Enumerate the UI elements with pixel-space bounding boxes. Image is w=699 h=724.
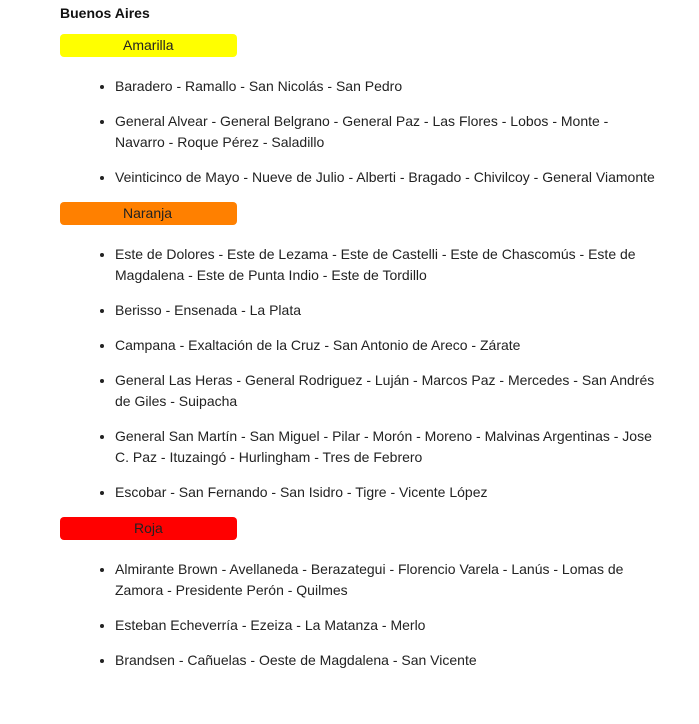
alert-list-roja bbox=[60, 559, 660, 671]
alert-list-amarilla bbox=[60, 76, 660, 188]
list-item: • Veinticinco de Mayo - Nueve de Julio - Alberti - Bragado - Chivilcoy - General Viamonte bbox=[115, 167, 660, 188]
alert-section-amarilla bbox=[60, 34, 660, 188]
list-item: • General San Martín - San Miguel - Pilar - Morón - Moreno - Malvinas Argentinas - Jose C. Paz - Ituzaingó - Hurlingham - Tres de Febrero bbox=[115, 426, 660, 468]
alert-badge-naranja: Naranja bbox=[60, 202, 237, 225]
alerts-page bbox=[60, 0, 660, 685]
alert-badge-amarilla: Amarilla bbox=[60, 34, 237, 57]
region-title: Buenos Aires bbox=[60, 5, 150, 21]
list-item: • Esteban Echeverría - Ezeiza - La Matanza - Merlo bbox=[115, 615, 660, 636]
list-item: • General Las Heras - General Rodriguez - Luján - Marcos Paz - Mercedes - San Andrés de Giles - Suipacha bbox=[115, 370, 660, 412]
alert-section-naranja bbox=[60, 202, 660, 503]
list-item: • General Alvear - General Belgrano - General Paz - Las Flores - Lobos - Monte - Navarro - Roque Pérez - Saladillo bbox=[115, 111, 660, 153]
alert-list-naranja bbox=[60, 244, 660, 503]
list-item: • Escobar - San Fernando - San Isidro - Tigre - Vicente López bbox=[115, 482, 660, 503]
list-item: • Almirante Brown - Avellaneda - Berazategui - Florencio Varela - Lanús - Lomas de Zamora - Presidente Perón - Quilmes bbox=[115, 559, 660, 601]
alert-badge-roja: Roja bbox=[60, 517, 237, 540]
list-item: • Este de Dolores - Este de Lezama - Este de Castelli - Este de Chascomús - Este de Magdalena - Este de Punta Indio - Este de Tordillo bbox=[115, 244, 660, 286]
alert-section-roja bbox=[60, 517, 660, 671]
list-item: • Brandsen - Cañuelas - Oeste de Magdalena - San Vicente bbox=[115, 650, 660, 671]
list-item: • Berisso - Ensenada - La Plata bbox=[115, 300, 660, 321]
list-item: • Campana - Exaltación de la Cruz - San Antonio de Areco - Zárate bbox=[115, 335, 660, 356]
list-item: • Baradero - Ramallo - San Nicolás - San Pedro bbox=[115, 76, 660, 97]
